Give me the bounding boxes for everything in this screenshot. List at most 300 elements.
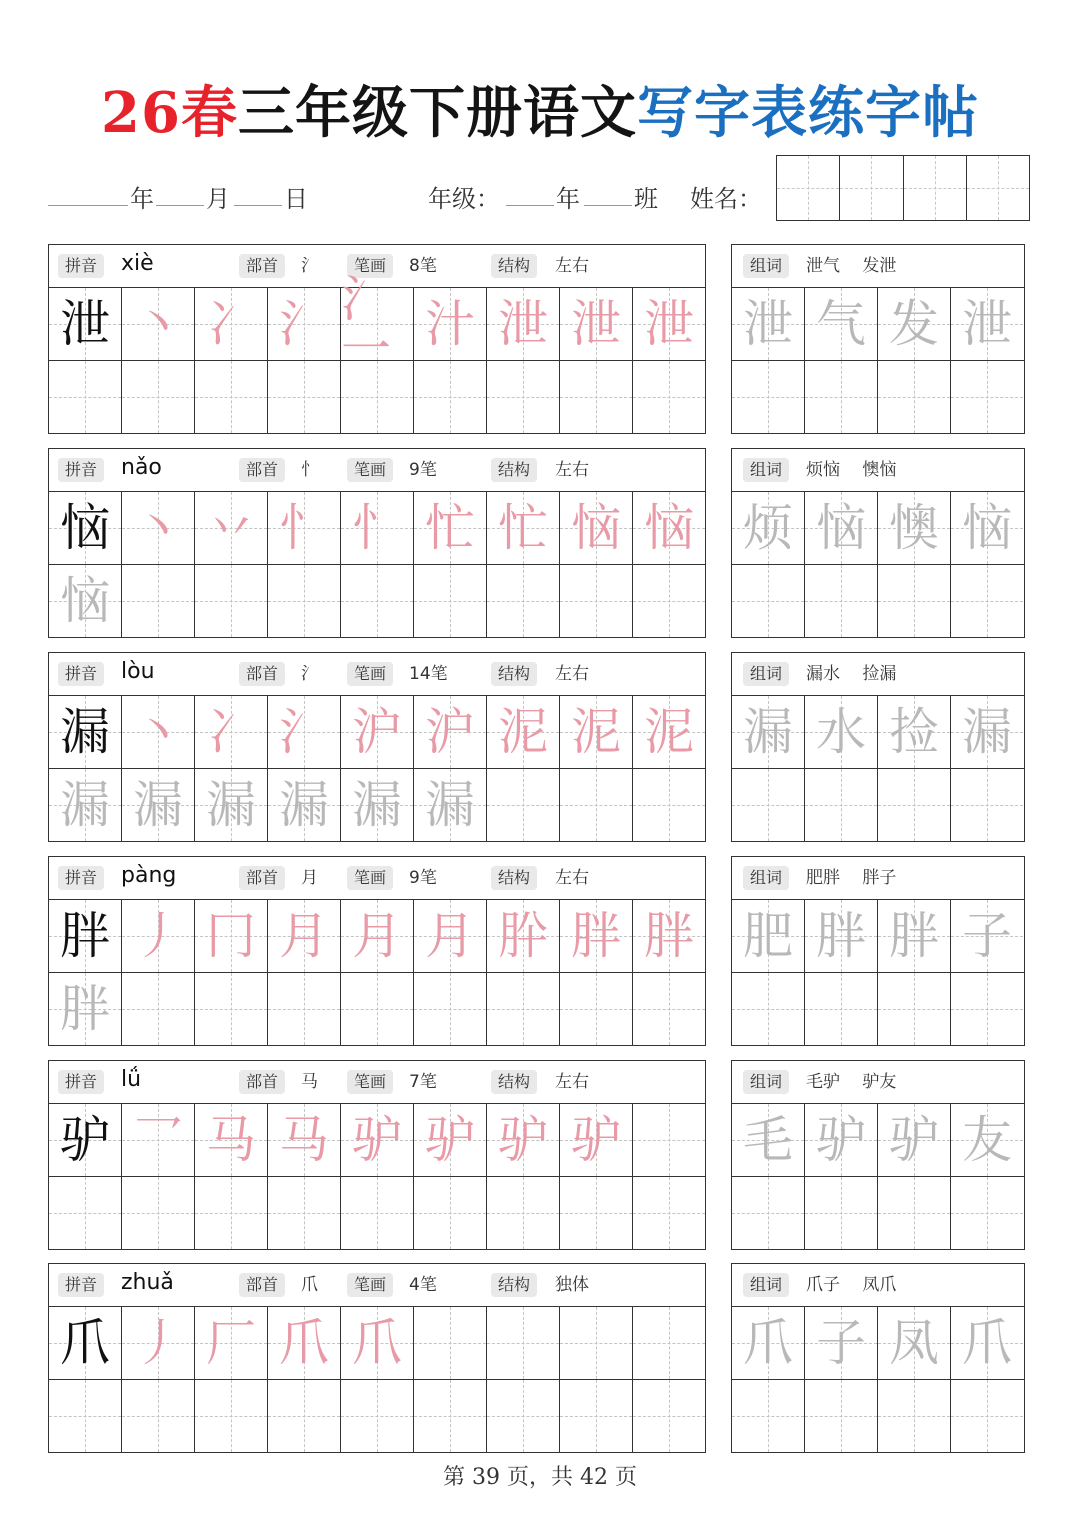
practice-cell[interactable]: [414, 361, 487, 433]
word-cell[interactable]: [805, 492, 878, 564]
word-practice-cell[interactable]: [951, 769, 1023, 841]
radical-tag: 部首: [239, 458, 285, 482]
stroke-step-cell[interactable]: [414, 1104, 487, 1176]
stroke-step-cell[interactable]: [487, 288, 560, 360]
word-practice-cell[interactable]: [805, 361, 878, 433]
stroke-step-glyph: 丶: [133, 295, 183, 353]
word-practice-cell[interactable]: [951, 1380, 1023, 1452]
stroke-step-cell[interactable]: [487, 696, 560, 768]
stroke-step-cell[interactable]: [341, 900, 414, 972]
year-blank[interactable]: [48, 205, 128, 206]
practice-cell[interactable]: [414, 973, 487, 1045]
stroke-step: [633, 900, 705, 972]
word-trace-character: 驴: [816, 1111, 866, 1169]
words-tag: 组词: [743, 1273, 789, 1297]
words-practice-row: [732, 1177, 1024, 1249]
model-character: 驴: [60, 1111, 110, 1169]
word-practice-cell[interactable]: [805, 1380, 878, 1452]
words-panel: [731, 652, 1025, 842]
word-practice-cell[interactable]: [951, 361, 1023, 433]
stroke-step-cell[interactable]: [560, 1307, 633, 1379]
char-block-5: [48, 1263, 1026, 1453]
stroke-step-cell[interactable]: [268, 1104, 341, 1176]
word-practice-cell[interactable]: [732, 361, 805, 433]
strokes-value: 9笔: [409, 868, 437, 888]
stroke-step-glyph: 月: [279, 907, 329, 965]
stroke-step-glyph: 忄: [352, 499, 402, 557]
grade-year-label: 年: [556, 185, 580, 213]
stroke-step-cell[interactable]: [633, 1307, 705, 1379]
name-cell[interactable]: [904, 156, 967, 220]
practice-row: [49, 769, 705, 841]
word-practice-cell[interactable]: [732, 1177, 805, 1249]
stroke-step-glyph: 马: [206, 1111, 256, 1169]
stroke-step-glyph: 氵一: [341, 270, 391, 378]
words-panel: [731, 1060, 1025, 1250]
radical-tag: 部首: [239, 662, 285, 686]
word-practice-cell[interactable]: [878, 1380, 951, 1452]
practice-cell[interactable]: [560, 565, 633, 637]
model-cell: [49, 696, 122, 768]
practice-cell[interactable]: [560, 361, 633, 433]
words-info-row: [732, 245, 1024, 288]
stroke-step-glyph: 泄: [644, 295, 694, 353]
word-trace-character: 爪: [962, 1314, 1012, 1372]
pinyin-value: xiè: [121, 251, 154, 276]
words-tag: 组词: [743, 458, 789, 482]
word-trace-character: 懊: [889, 499, 939, 557]
model-character: 泄: [60, 295, 110, 353]
stroke-step-cell[interactable]: [195, 1104, 268, 1176]
stroke-step-cell[interactable]: [341, 492, 414, 564]
word-cell[interactable]: [951, 288, 1023, 360]
word-practice-cell[interactable]: [805, 973, 878, 1045]
practice-cell[interactable]: [268, 1380, 341, 1452]
title-part-blue: 写字表练字帖: [636, 80, 979, 146]
pinyin-tag: 拼音: [58, 1070, 104, 1094]
word-practice-cell[interactable]: [951, 565, 1023, 637]
trace-character: 胖: [60, 980, 110, 1038]
words-trace-row: [732, 1307, 1024, 1380]
word-cell[interactable]: [805, 900, 878, 972]
practice-cell[interactable]: [560, 1177, 633, 1249]
grade-year-blank[interactable]: [506, 205, 554, 206]
word-cell[interactable]: [805, 696, 878, 768]
stroke-step: [341, 1104, 413, 1176]
stroke-step-cell[interactable]: [268, 288, 341, 360]
class-blank[interactable]: [584, 205, 632, 206]
words-trace-row: [732, 492, 1024, 565]
practice-cell[interactable]: [560, 973, 633, 1045]
stroke-step-glyph: 丿: [133, 1314, 183, 1372]
month-blank[interactable]: [156, 205, 204, 206]
char-block-0: [48, 244, 1026, 434]
stroke-step-glyph: 厂: [206, 1314, 256, 1372]
word-trace-character: 水: [816, 703, 866, 761]
practice-cell[interactable]: [633, 565, 705, 637]
strokes-tag: 笔画: [347, 458, 393, 482]
practice-cell[interactable]: [341, 565, 414, 637]
strokes-tag: 笔画: [347, 1070, 393, 1094]
practice-cell[interactable]: [633, 1380, 705, 1452]
stroke-step: [633, 1104, 705, 1176]
structure-value: 左右: [555, 256, 589, 276]
stroke-step-cell[interactable]: [633, 696, 705, 768]
stroke-step: [122, 492, 194, 564]
stroke-step: [414, 696, 486, 768]
stroke-order-row: [49, 1307, 705, 1380]
stroke-step: [341, 900, 413, 972]
stroke-step-cell[interactable]: [560, 288, 633, 360]
page-footer: 第 39 页，共 42 页: [443, 1465, 637, 1490]
word-practice-cell[interactable]: [732, 973, 805, 1045]
stroke-step-cell[interactable]: [560, 492, 633, 564]
words-panel: [731, 244, 1025, 434]
word-trace-character: 驴: [889, 1111, 939, 1169]
structure-tag: 结构: [491, 1070, 537, 1094]
stroke-step-glyph: 泄: [498, 295, 548, 353]
stroke-step: [633, 492, 705, 564]
stroke-step-cell[interactable]: [268, 900, 341, 972]
stroke-step-cell[interactable]: [414, 696, 487, 768]
practice-cell[interactable]: [341, 769, 414, 841]
words-panel: [731, 448, 1025, 638]
word-cell[interactable]: [951, 1104, 1023, 1176]
word-cell[interactable]: [878, 492, 951, 564]
practice-cell[interactable]: [268, 565, 341, 637]
structure-tag: 结构: [491, 254, 537, 278]
month-label: 月: [206, 185, 230, 213]
word-cell[interactable]: [878, 1104, 951, 1176]
practice-cell[interactable]: [122, 361, 195, 433]
stroke-step-cell[interactable]: [633, 492, 705, 564]
stroke-step-glyph: 胖: [571, 907, 621, 965]
stroke-step: [414, 492, 486, 564]
word-practice-cell[interactable]: [878, 973, 951, 1045]
stroke-step-glyph: 丿: [133, 907, 183, 965]
practice-cell[interactable]: [560, 1380, 633, 1452]
stroke-step: [268, 288, 340, 360]
stroke-step-cell[interactable]: [122, 288, 195, 360]
practice-cell[interactable]: [487, 565, 560, 637]
word-cell[interactable]: [878, 900, 951, 972]
stroke-step-cell[interactable]: [633, 1104, 705, 1176]
radical-value: 马: [301, 1072, 318, 1092]
practice-cell[interactable]: [487, 361, 560, 433]
trace-character: 漏: [60, 776, 110, 834]
practice-cell[interactable]: [49, 973, 122, 1045]
word-trace-character: 烦: [743, 499, 793, 557]
practice-cell[interactable]: [195, 361, 268, 433]
word-cell[interactable]: [732, 288, 805, 360]
word-cell[interactable]: [732, 1104, 805, 1176]
char-info-row: [49, 653, 705, 696]
day-blank[interactable]: [234, 205, 282, 206]
radical-value: 忄: [301, 460, 318, 480]
practice-cell[interactable]: [49, 1177, 122, 1249]
practice-cell[interactable]: [195, 1177, 268, 1249]
structure-tag: 结构: [491, 866, 537, 890]
practice-cell[interactable]: [195, 973, 268, 1045]
practice-cell[interactable]: [268, 361, 341, 433]
strokes-tag: 笔画: [347, 254, 393, 278]
words-value: 漏水 捡漏: [806, 664, 897, 684]
stroke-step-cell[interactable]: [268, 492, 341, 564]
practice-cell[interactable]: [268, 769, 341, 841]
word-practice-cell[interactable]: [805, 565, 878, 637]
practice-cell[interactable]: [487, 973, 560, 1045]
pinyin-tag: 拼音: [58, 1273, 104, 1297]
char-main-panel: [48, 652, 706, 842]
word-cell[interactable]: [878, 1307, 951, 1379]
stroke-step-glyph: 泥: [571, 703, 621, 761]
stroke-step-cell[interactable]: [341, 270, 414, 378]
stroke-step: [633, 288, 705, 360]
word-trace-character: 爪: [743, 1314, 793, 1372]
stroke-order-row: [49, 696, 705, 769]
trace-character: 漏: [425, 776, 475, 834]
stroke-step: [268, 492, 340, 564]
grade-label: 年级：: [428, 185, 500, 213]
stroke-step-glyph: 忙: [425, 499, 475, 557]
pinyin-tag: 拼音: [58, 662, 104, 686]
radical-tag: 部首: [239, 1070, 285, 1094]
name-cell[interactable]: [967, 156, 1029, 220]
practice-cell[interactable]: [122, 973, 195, 1045]
stroke-step: [195, 1307, 267, 1379]
word-practice-cell[interactable]: [805, 769, 878, 841]
strokes-tag: 笔画: [347, 866, 393, 890]
char-info-row: [49, 449, 705, 492]
stroke-step-cell[interactable]: [633, 288, 705, 360]
stroke-step-cell[interactable]: [560, 900, 633, 972]
stroke-step-glyph: 忄: [279, 499, 329, 557]
words-info-row: [732, 1264, 1024, 1307]
words-value: 烦恼 懊恼: [806, 460, 897, 480]
practice-cell[interactable]: [268, 1177, 341, 1249]
practice-cell[interactable]: [487, 769, 560, 841]
stroke-step-cell[interactable]: [195, 492, 268, 564]
stroke-step: [487, 492, 559, 564]
char-block-1: [48, 448, 1026, 638]
stroke-step-glyph: 月: [352, 907, 402, 965]
stroke-step: [487, 1307, 559, 1379]
word-cell[interactable]: [732, 696, 805, 768]
word-practice-cell[interactable]: [951, 973, 1023, 1045]
practice-cell[interactable]: [49, 361, 122, 433]
practice-cell[interactable]: [49, 1380, 122, 1452]
pinyin-tag: 拼音: [58, 866, 104, 890]
practice-cell[interactable]: [195, 565, 268, 637]
practice-cell[interactable]: [560, 769, 633, 841]
word-practice-cell[interactable]: [951, 1177, 1023, 1249]
practice-cell[interactable]: [633, 1177, 705, 1249]
stroke-step-glyph: 沪: [352, 703, 402, 761]
practice-cell[interactable]: [414, 1177, 487, 1249]
stroke-step-glyph: 冂: [206, 907, 256, 965]
stroke-step-cell[interactable]: [195, 900, 268, 972]
word-cell[interactable]: [951, 900, 1023, 972]
year-label: 年: [130, 185, 154, 213]
stroke-order-row: [49, 900, 705, 973]
stroke-step-cell[interactable]: [195, 1307, 268, 1379]
word-cell[interactable]: [878, 696, 951, 768]
word-cell[interactable]: [805, 1307, 878, 1379]
words-tag: 组词: [743, 662, 789, 686]
day-label: 日: [284, 185, 308, 213]
practice-row: [49, 565, 705, 637]
stroke-step-glyph: 乛: [133, 1111, 183, 1169]
stroke-step: [195, 696, 267, 768]
practice-cell[interactable]: [414, 565, 487, 637]
word-cell[interactable]: [951, 1307, 1023, 1379]
word-practice-cell[interactable]: [878, 565, 951, 637]
stroke-step-cell[interactable]: [195, 288, 268, 360]
model-cell: [49, 900, 122, 972]
date-grade-line: [48, 175, 768, 211]
stroke-step-cell[interactable]: [341, 696, 414, 768]
word-practice-cell[interactable]: [805, 1177, 878, 1249]
words-trace-row: [732, 900, 1024, 973]
stroke-step-cell[interactable]: [633, 900, 705, 972]
words-info-row: [732, 449, 1024, 492]
practice-cell[interactable]: [268, 973, 341, 1045]
structure-value: 左右: [555, 868, 589, 888]
stroke-step-glyph: 胖: [644, 907, 694, 965]
stroke-step: [195, 492, 267, 564]
word-practice-cell[interactable]: [732, 1380, 805, 1452]
stroke-step-glyph: 恼: [644, 499, 694, 557]
structure-tag: 结构: [491, 1273, 537, 1297]
word-practice-cell[interactable]: [878, 769, 951, 841]
practice-cell[interactable]: [633, 361, 705, 433]
words-practice-row: [732, 769, 1024, 841]
stroke-step-glyph: 肸: [498, 907, 548, 965]
stroke-step-glyph: 丷: [206, 499, 256, 557]
stroke-step-glyph: 爪: [279, 1314, 329, 1372]
stroke-step-cell[interactable]: [122, 1307, 195, 1379]
pinyin-value: lòu: [121, 659, 155, 684]
practice-cell[interactable]: [414, 1380, 487, 1452]
word-cell[interactable]: [732, 1307, 805, 1379]
stroke-step-cell[interactable]: [560, 696, 633, 768]
stroke-step: [414, 1307, 486, 1379]
name-cell[interactable]: [777, 156, 840, 220]
word-trace-character: 漏: [962, 703, 1012, 761]
stroke-step: [633, 696, 705, 768]
practice-cell[interactable]: [414, 769, 487, 841]
stroke-step-cell[interactable]: [341, 1307, 414, 1379]
practice-cell[interactable]: [633, 769, 705, 841]
words-info-row: [732, 653, 1024, 696]
stroke-step-cell[interactable]: [414, 1307, 487, 1379]
word-cell[interactable]: [951, 492, 1023, 564]
stroke-step-cell[interactable]: [487, 1104, 560, 1176]
title-part-red: 26春: [101, 80, 238, 146]
stroke-step-cell[interactable]: [341, 1104, 414, 1176]
stroke-step-cell[interactable]: [122, 492, 195, 564]
word-cell[interactable]: [805, 1104, 878, 1176]
stroke-step-cell[interactable]: [414, 492, 487, 564]
words-value: 毛驴 驴友: [806, 1072, 897, 1092]
stroke-step-cell[interactable]: [268, 696, 341, 768]
stroke-step-cell[interactable]: [122, 696, 195, 768]
stroke-step-glyph: 氵: [279, 703, 329, 761]
word-trace-character: 毛: [743, 1111, 793, 1169]
stroke-step: [195, 288, 267, 360]
word-practice-cell[interactable]: [732, 565, 805, 637]
word-trace-character: 漏: [743, 703, 793, 761]
practice-cell[interactable]: [487, 1177, 560, 1249]
practice-cell[interactable]: [122, 1177, 195, 1249]
practice-cell[interactable]: [341, 1380, 414, 1452]
name-label: 姓名：: [690, 185, 762, 213]
stroke-step-cell[interactable]: [195, 696, 268, 768]
name-cell[interactable]: [840, 156, 903, 220]
word-cell[interactable]: [951, 696, 1023, 768]
practice-cell[interactable]: [49, 769, 122, 841]
class-label: 班: [634, 185, 658, 213]
structure-value: 左右: [555, 460, 589, 480]
practice-cell[interactable]: [122, 565, 195, 637]
practice-cell[interactable]: [341, 973, 414, 1045]
name-grid[interactable]: [776, 155, 1030, 221]
model-cell: [49, 1104, 122, 1176]
stroke-step-cell[interactable]: [268, 1307, 341, 1379]
strokes-tag: 笔画: [347, 662, 393, 686]
practice-cell[interactable]: [122, 1380, 195, 1452]
practice-cell[interactable]: [49, 565, 122, 637]
stroke-step: [122, 900, 194, 972]
words-tag: 组词: [743, 866, 789, 890]
practice-cell[interactable]: [341, 1177, 414, 1249]
stroke-step-cell[interactable]: [414, 288, 487, 360]
practice-cell[interactable]: [195, 1380, 268, 1452]
words-trace-row: [732, 696, 1024, 769]
stroke-step: [268, 1307, 340, 1379]
stroke-step-glyph: 驴: [498, 1111, 548, 1169]
pinyin-tag: 拼音: [58, 458, 104, 482]
word-practice-cell[interactable]: [878, 361, 951, 433]
practice-cell[interactable]: [487, 1380, 560, 1452]
pinyin-value: pàng: [121, 863, 177, 888]
word-cell[interactable]: [805, 288, 878, 360]
practice-cell[interactable]: [633, 973, 705, 1045]
stroke-step-glyph: 汁: [425, 295, 475, 353]
stroke-step-cell[interactable]: [487, 492, 560, 564]
stroke-step: [487, 696, 559, 768]
stroke-step-cell[interactable]: [122, 900, 195, 972]
practice-cell[interactable]: [122, 769, 195, 841]
word-cell[interactable]: [878, 288, 951, 360]
word-cell[interactable]: [732, 900, 805, 972]
stroke-step-cell[interactable]: [560, 1104, 633, 1176]
stroke-step-cell[interactable]: [487, 1307, 560, 1379]
stroke-step-cell[interactable]: [122, 1104, 195, 1176]
word-cell[interactable]: [732, 492, 805, 564]
word-practice-cell[interactable]: [732, 769, 805, 841]
word-practice-cell[interactable]: [878, 1177, 951, 1249]
practice-row: [49, 973, 705, 1045]
structure-tag: 结构: [491, 458, 537, 482]
stroke-step-cell[interactable]: [414, 900, 487, 972]
stroke-step: [341, 696, 413, 768]
word-trace-character: 子: [816, 1314, 866, 1372]
model-character: 漏: [60, 703, 110, 761]
char-info-row: [49, 857, 705, 900]
stroke-step-cell[interactable]: [487, 900, 560, 972]
practice-cell[interactable]: [195, 769, 268, 841]
